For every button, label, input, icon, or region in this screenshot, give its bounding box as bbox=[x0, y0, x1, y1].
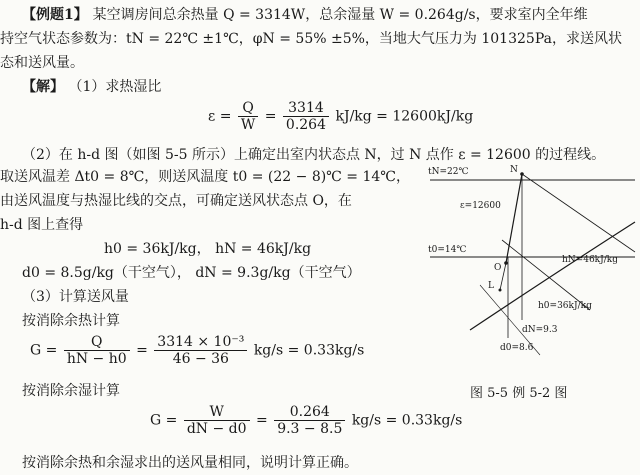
q-over-dh-fraction bbox=[64, 334, 130, 367]
step2-line1: 取送风温差 Δt0 = 8℃，则送风温度 t0 = (22 − 8)℃ = 14℃， bbox=[0, 169, 410, 185]
enthalpy-values: h0 = 36kJ/kg， hN = 46kJ/kg bbox=[104, 241, 312, 257]
frac-denominator: 0.264 bbox=[285, 117, 327, 133]
problem-text-line1: 某空调房间总余热量 Q = 3314W，总余湿量 W = 0.264g/s，要求室内全年维 bbox=[92, 7, 588, 23]
moisture-values: d0 = 8.5g/kg（干空气）， dN = 9.3g/kg（干空气） bbox=[22, 265, 361, 281]
frac-denominator: W bbox=[240, 117, 256, 133]
point-L bbox=[499, 289, 502, 292]
label-tN: tN=22℃ bbox=[428, 167, 469, 177]
g-result: kg/s = 0.33kg/s bbox=[351, 412, 463, 429]
label-O: O bbox=[494, 263, 502, 273]
problem-text-line3: 态和送风量。 bbox=[0, 55, 84, 71]
frac-denominator: 9.3 − 8.5 bbox=[277, 421, 343, 437]
solution-step3: （3）计算送风量 bbox=[22, 289, 129, 305]
enthalpy-hN-line bbox=[522, 174, 635, 252]
g-lhs: G = bbox=[150, 412, 178, 429]
label-hN: hN=46kJ/kg bbox=[562, 255, 618, 265]
eps-result: kJ/kg = 12600kJ/kg bbox=[335, 108, 474, 125]
airflow-by-moisture-equation bbox=[150, 404, 462, 437]
frac-numerator: 3314 × 10⁻³ bbox=[154, 334, 247, 351]
step2-line3: h-d 图上查得 bbox=[0, 217, 84, 233]
label-t0: t0=14℃ bbox=[428, 245, 467, 255]
numeric-fraction bbox=[154, 334, 247, 367]
conclusion: 按消除余热和余湿求出的送风量相同，说明计算正确。 bbox=[22, 455, 358, 471]
frac-numerator: 3314 bbox=[283, 100, 329, 117]
frac-numerator: W bbox=[184, 404, 250, 421]
by-moisture-label: 按消除余湿计算 bbox=[22, 383, 120, 399]
numeric-fraction bbox=[274, 404, 345, 437]
q-over-w-fraction bbox=[238, 100, 258, 133]
label-d0: d0=8.6 bbox=[500, 343, 534, 353]
label-eps: ε=12600 bbox=[460, 201, 501, 211]
step1-text: （1）求热湿比 bbox=[68, 79, 162, 95]
label-L: L bbox=[488, 281, 494, 291]
problem-title: 【例题1】 某空调房间总余热量 Q = 3314W，总余湿量 W = 0.264g/s，要求室内全年维 bbox=[22, 7, 588, 23]
frac-numerator: Q bbox=[64, 334, 130, 351]
frac-denominator: hN − h0 bbox=[66, 351, 127, 367]
point-N bbox=[520, 172, 524, 176]
frac-denominator: 46 − 36 bbox=[172, 351, 229, 367]
g-lhs: G = bbox=[30, 342, 58, 359]
label-dN: dN=9.3 bbox=[522, 325, 558, 335]
g-result: kg/s = 0.33kg/s bbox=[253, 342, 365, 359]
point-O bbox=[504, 261, 508, 265]
value-fraction bbox=[283, 100, 329, 133]
frac-denominator: dN − d0 bbox=[186, 421, 247, 437]
saturation-curve bbox=[470, 222, 635, 330]
equals-sign: = bbox=[136, 342, 148, 359]
solution-label: 【解】 bbox=[22, 79, 64, 95]
frac-numerator: Q bbox=[238, 100, 258, 117]
heat-moisture-ratio-equation bbox=[208, 100, 473, 133]
w-over-dd-fraction bbox=[184, 404, 250, 437]
problem-text-line2: 持空气状态参数为：tN = 22℃ ±1℃，φN = 55% ±5%，当地大气压力为 101325Pa，求送风状 bbox=[0, 31, 622, 47]
figure-caption: 图 5-5 例 5-2 图 bbox=[470, 386, 568, 401]
step2-line2: 由送风温度与热湿比线的交点，可确定送风状态点 O，在 bbox=[0, 193, 352, 209]
eps-lhs: ε = bbox=[208, 108, 232, 125]
solution-step2: （2）在 h-d 图（如图 5-5 所示）上确定出室内状态点 N，过 N 点作 ε = 12600 的过程线。 bbox=[22, 147, 606, 163]
hd-diagram bbox=[410, 160, 640, 375]
solution-step1 bbox=[22, 78, 161, 96]
equals-sign: = bbox=[256, 412, 268, 429]
label-h0: h0=36kJ/kg bbox=[538, 301, 592, 311]
label-N: N bbox=[510, 165, 518, 175]
by-heat-label: 按消除余热计算 bbox=[22, 313, 120, 329]
frac-numerator: 0.264 bbox=[274, 404, 345, 421]
equals-sign: = bbox=[264, 108, 277, 125]
airflow-by-heat-equation bbox=[30, 334, 364, 367]
